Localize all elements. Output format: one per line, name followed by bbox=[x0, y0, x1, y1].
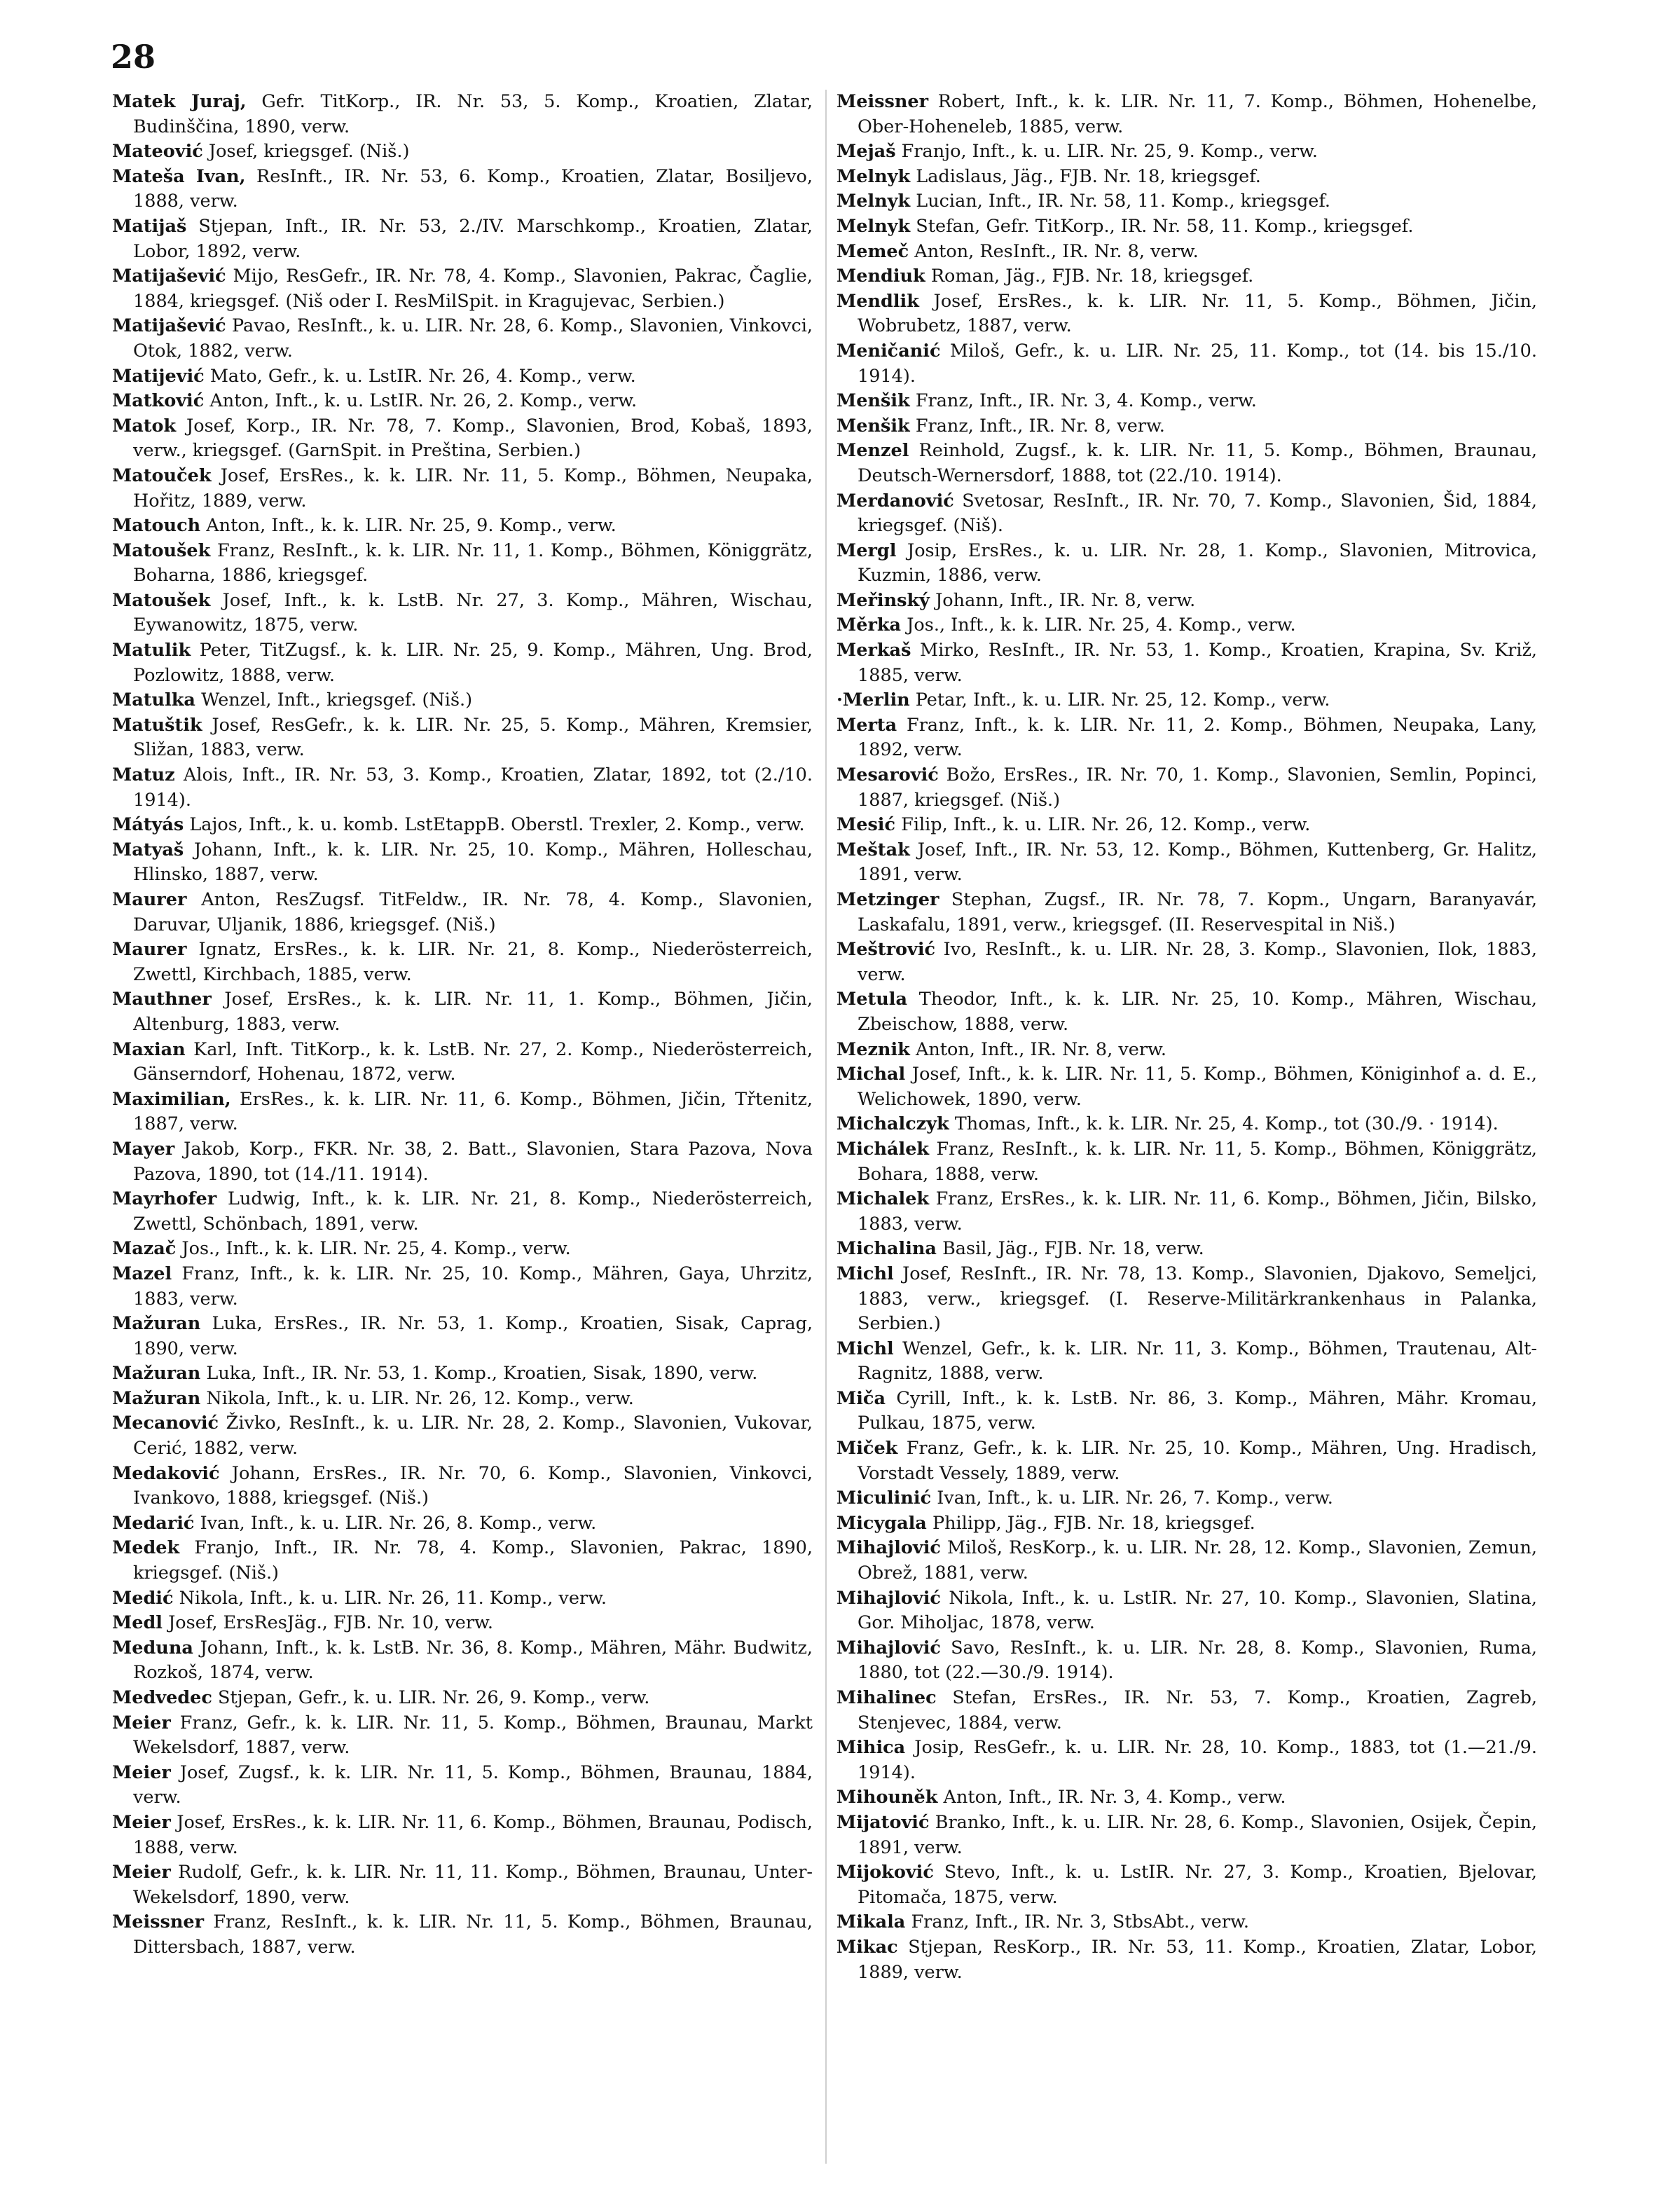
list-item bbox=[836, 638, 1537, 688]
entry-text: Petar, Inft., k. u. LIR. Nr. 25, 12. Komp., verw. bbox=[915, 689, 1330, 711]
entry-name: Meissner bbox=[836, 91, 929, 112]
list-item bbox=[836, 1736, 1537, 1785]
entry-text: Miloš, Gefr., k. u. LIR. Nr. 25, 11. Komp., tot (14. bis 15./10. 1914). bbox=[858, 340, 1537, 387]
entry-name: Matouček bbox=[112, 465, 212, 486]
list-item bbox=[836, 1436, 1537, 1486]
entry-text: Stephan, Zugsf., IR. Nr. 78, 7. Kopm., Ungarn, Baranyavár, Laskafalu, 1891, verw., kriegsgef. (II. Reservespital in Niš.) bbox=[858, 889, 1537, 935]
entry-text: Franz, ErsRes., k. k. LIR. Nr. 11, 6. Komp., Böhmen, Jičin, Bilsko, 1883, verw. bbox=[858, 1188, 1537, 1235]
entry-text: Josef, ErsRes., k. k. LIR. Nr. 11, 1. Komp., Böhmen, Jičin, Altenburg, 1883, verw. bbox=[133, 989, 813, 1035]
entry-name: Meničanić bbox=[836, 340, 941, 362]
entry-name: Mihouněk bbox=[836, 1787, 938, 1808]
list-item bbox=[836, 613, 1537, 638]
entry-text: ErsRes., k. k. LIR. Nr. 11, 6. Komp., Böhmen, Jičin, Třtenitz, 1887, verw. bbox=[133, 1088, 813, 1135]
list-item bbox=[112, 937, 813, 987]
entry-text: Josef, ErsResJäg., FJB. Nr. 10, verw. bbox=[168, 1612, 493, 1634]
list-item bbox=[836, 1237, 1537, 1262]
entry-text: Reinhold, Zugsf., k. k. LIR. Nr. 11, 5. Komp., Böhmen, Braunau, Deutsch-Wernersdorf, 1888, tot (22./10. 1914). bbox=[858, 440, 1537, 486]
entry-name: Matouch bbox=[112, 515, 201, 537]
list-item bbox=[836, 1586, 1537, 1636]
entry-text: Josef, Inft., k. k. LIR. Nr. 11, 5. Komp., Böhmen, Königinhof a. d. E., Welichowek, 1890, verw. bbox=[858, 1064, 1537, 1110]
entry-name: Memeč bbox=[836, 240, 909, 262]
entry-text: Franjo, Inft., k. u. LIR. Nr. 25, 9. Komp., verw. bbox=[901, 141, 1318, 163]
entry-name: Michl bbox=[836, 1263, 894, 1284]
entry-name: Matijević bbox=[112, 365, 205, 387]
entry-text: Lucian, Inft., IR. Nr. 58, 11. Komp., kriegsgef. bbox=[916, 191, 1331, 212]
entry-text: Stevo, Inft., k. u. LstIR. Nr. 27, 3. Komp., Kroatien, Bjelovar, Pitomača, 1875, verw. bbox=[858, 1862, 1538, 1908]
entry-text: Nikola, Inft., k. u. LIR. Nr. 26, 12. Komp., verw. bbox=[206, 1387, 634, 1409]
entry-name: Medić bbox=[112, 1587, 174, 1609]
entry-text: Pavao, ResInft., k. u. LIR. Nr. 28, 6. Komp., Slavonien, Vinkovci, Otok, 1882, verw. bbox=[133, 315, 813, 362]
entry-text: Josef, Zugsf., k. k. LIR. Nr. 11, 5. Komp., Böhmen, Braunau, 1884, verw. bbox=[133, 1761, 813, 1808]
entry-name: Matulik bbox=[112, 640, 191, 661]
list-item bbox=[112, 1910, 813, 1960]
list-item bbox=[112, 1361, 813, 1387]
list-item bbox=[112, 1761, 813, 1811]
entry-text: Franz, ResInft., k. k. LIR. Nr. 11, 5. Komp., Böhmen, Braunau, Dittersbach, 1887, verw. bbox=[133, 1911, 813, 1958]
entry-name: Mayer bbox=[112, 1138, 175, 1160]
entry-text: Anton, Inft., IR. Nr. 8, verw. bbox=[915, 1038, 1166, 1060]
entry-text: Alois, Inft., IR. Nr. 53, 3. Komp., Kroatien, Zlatar, 1892, tot (2./10. 1914). bbox=[133, 764, 813, 811]
list-item bbox=[836, 1935, 1537, 1985]
entry-name: Mátyás bbox=[112, 814, 184, 836]
entry-text: Josef, ResGefr., k. k. LIR. Nr. 25, 5. Komp., Mähren, Kremsier, Sližan, 1883, verw. bbox=[133, 714, 813, 761]
entry-text: Stefan, Gefr. TitKorp., IR. Nr. 58, 11. Komp., kriegsgef. bbox=[916, 215, 1414, 237]
entry-name: Mihajlović bbox=[836, 1637, 941, 1658]
list-item bbox=[836, 139, 1537, 165]
list-item bbox=[112, 589, 813, 638]
entry-name: Mayrhofer bbox=[112, 1188, 217, 1210]
list-item bbox=[112, 214, 813, 264]
entry-name: Medl bbox=[112, 1612, 163, 1634]
entry-name: Meřinský bbox=[836, 589, 930, 611]
entry-text: Lajos, Inft., k. u. komb. LstEtappB. Oberstl. Trexler, 2. Komp., verw. bbox=[189, 814, 805, 836]
entry-text: Peter, TitZugsf., k. k. LIR. Nr. 25, 9. Komp., Mähren, Ung. Brod, Pozlowitz, 1888, verw. bbox=[133, 640, 813, 686]
entry-name: Merta bbox=[836, 714, 897, 736]
entry-name: Medek bbox=[112, 1537, 180, 1559]
entry-name: Mikac bbox=[836, 1936, 898, 1958]
entry-text: Nikola, Inft., k. u. LstIR. Nr. 27, 10. Komp., Slavonien, Slatina, Gor. Miholjac, 1878, verw. bbox=[858, 1587, 1537, 1634]
entry-text: Thomas, Inft., k. k. LIR. Nr. 25, 4. Komp., tot (30./9. · 1914). bbox=[954, 1113, 1499, 1135]
entry-text: Karl, Inft. TitKorp., k. k. LstB. Nr. 27, 2. Komp., Niederösterreich, Gänserndorf, Hohenau, 1872, verw. bbox=[133, 1038, 813, 1085]
entry-name: Mergl bbox=[836, 540, 897, 561]
entry-text: Mirko, ResInft., IR. Nr. 53, 1. Komp., Kroatien, Krapina, Sv. Križ, 1885, verw. bbox=[858, 640, 1537, 686]
entry-name: Mažuran bbox=[112, 1313, 201, 1335]
entry-text: Franz, Inft., IR. Nr. 3, 4. Komp., verw. bbox=[915, 390, 1257, 412]
list-item bbox=[112, 1087, 813, 1137]
entry-text: Franz, Inft., k. k. LIR. Nr. 25, 10. Komp., Mähren, Gaya, Uhrzitz, 1883, verw. bbox=[133, 1263, 813, 1310]
list-item bbox=[112, 1636, 813, 1686]
entry-name: Metzinger bbox=[836, 889, 939, 910]
list-item bbox=[112, 414, 813, 464]
entry-text: Ladislaus, Jäg., FJB. Nr. 18, kriegsgef. bbox=[916, 165, 1261, 187]
entry-text: Josip, ErsRes., k. u. LIR. Nr. 28, 1. Komp., Slavonien, Mitrovica, Kuzmin, 1886, verw. bbox=[858, 540, 1537, 586]
entry-name: Menšik bbox=[836, 415, 910, 437]
entry-text: Johann, ErsRes., IR. Nr. 70, 6. Komp., Slavonien, Vinkovci, Ivankovo, 1888, kriegsgef. (Niš.) bbox=[133, 1462, 813, 1509]
list-item bbox=[112, 688, 813, 713]
entry-name: Matyaš bbox=[112, 839, 184, 860]
entry-text: Wenzel, Inft., kriegsgef. (Niš.) bbox=[201, 689, 473, 711]
list-item bbox=[836, 264, 1537, 289]
list-item bbox=[836, 1910, 1537, 1935]
entry-text: Ignatz, ErsRes., k. k. LIR. Nr. 21, 8. Komp., Niederösterreich, Zwettl, Kirchbach, 1885, verw. bbox=[133, 939, 813, 985]
entry-name: Mauthner bbox=[112, 989, 212, 1010]
list-item bbox=[112, 1411, 813, 1461]
list-item bbox=[112, 90, 813, 139]
list-item bbox=[836, 90, 1537, 139]
entry-text: Robert, Inft., k. k. LIR. Nr. 11, 7. Komp., Böhmen, Hohenelbe, Ober-Hoheneleb, 1885, verw. bbox=[858, 91, 1537, 137]
list-item bbox=[836, 813, 1537, 838]
entry-name: Michalina bbox=[836, 1238, 937, 1260]
list-item bbox=[836, 713, 1537, 763]
entry-name: Meštrović bbox=[836, 939, 936, 961]
list-item bbox=[112, 1462, 813, 1511]
list-item bbox=[836, 189, 1537, 214]
list-item bbox=[112, 539, 813, 589]
list-item bbox=[836, 763, 1537, 813]
left-column bbox=[112, 90, 813, 1960]
entry-text: Savo, ResInft., k. u. LIR. Nr. 28, 8. Komp., Slavonien, Ruma, 1880, tot (22.—30./9. 1914). bbox=[858, 1637, 1537, 1684]
entry-name: Medvedec bbox=[112, 1687, 212, 1708]
entry-text: Mato, Gefr., k. u. LstIR. Nr. 26, 4. Komp., verw. bbox=[209, 365, 636, 387]
entry-text: Franz, Inft., k. k. LIR. Nr. 11, 2. Komp., Böhmen, Neupaka, Lany, 1892, verw. bbox=[858, 714, 1537, 761]
entry-text: Svetosar, ResInft., IR. Nr. 70, 7. Komp., Slavonien, Šid, 1884, kriegsgef. (Niš). bbox=[858, 490, 1537, 537]
entry-text: Anton, Inft., k. u. LstIR. Nr. 26, 2. Komp., verw. bbox=[209, 390, 638, 412]
list-item bbox=[836, 589, 1537, 614]
entry-name: Mendiuk bbox=[836, 266, 925, 287]
entry-text: Johann, Inft., k. k. LstB. Nr. 36, 8. Komp., Mähren, Mähr. Budwitz, Rozkoš, 1874, verw. bbox=[133, 1637, 813, 1684]
entry-text: Johann, Inft., IR. Nr. 8, verw. bbox=[935, 589, 1196, 611]
list-item bbox=[836, 1785, 1537, 1811]
entry-text: Nikola, Inft., k. u. LIR. Nr. 26, 11. Komp., verw. bbox=[179, 1587, 607, 1609]
entry-name: Maurer bbox=[112, 889, 187, 910]
entry-name: Mazač bbox=[112, 1238, 177, 1260]
list-item bbox=[112, 838, 813, 888]
list-item bbox=[112, 987, 813, 1037]
list-item bbox=[112, 638, 813, 688]
column-divider bbox=[825, 90, 827, 2164]
list-item bbox=[836, 1636, 1537, 1686]
entry-name: Mihajlović bbox=[836, 1587, 941, 1609]
list-item bbox=[112, 514, 813, 539]
entry-text: Stjepan, ResKorp., IR. Nr. 53, 11. Komp., Kroatien, Zlatar, Lobor, 1889, verw. bbox=[858, 1936, 1537, 1983]
entry-name: Maurer bbox=[112, 939, 187, 961]
entry-text: Josef, ErsRes., k. k. LIR. Nr. 11, 6. Komp., Böhmen, Braunau, Podisch, 1888, verw. bbox=[133, 1811, 813, 1858]
list-item bbox=[112, 1711, 813, 1761]
entry-name: Miča bbox=[836, 1387, 886, 1409]
list-item bbox=[836, 489, 1537, 539]
entry-name: Mažuran bbox=[112, 1363, 201, 1385]
list-item bbox=[112, 364, 813, 390]
entry-text: Ivo, ResInft., k. u. LIR. Nr. 28, 3. Komp., Slavonien, Ilok, 1883, verw. bbox=[858, 939, 1537, 985]
entry-name: Mendlik bbox=[836, 290, 919, 312]
entry-name: Merdanović bbox=[836, 490, 954, 511]
list-item bbox=[836, 1536, 1537, 1586]
list-item bbox=[112, 1187, 813, 1237]
entry-text: Roman, Jäg., FJB. Nr. 18, kriegsgef. bbox=[930, 266, 1254, 287]
entry-text: Josef, ResInft., IR. Nr. 78, 13. Komp., Slavonien, Djakovo, Semeljci, 1883, verw., kriegsgef. (I. Reserve-Militärkrankenhaus in Palanka, Serbien.) bbox=[858, 1263, 1537, 1335]
entry-text: Johann, Inft., k. k. LIR. Nr. 25, 10. Komp., Mähren, Holleschau, Hlinsko, 1887, verw. bbox=[133, 839, 813, 886]
list-item bbox=[836, 539, 1537, 589]
entry-text: Ivan, Inft., k. u. LIR. Nr. 26, 7. Komp., verw. bbox=[937, 1488, 1333, 1509]
entry-name: Mijoković bbox=[836, 1862, 934, 1883]
entry-text: Josip, ResGefr., k. u. LIR. Nr. 28, 10. Komp., 1883, tot (1.—21./9. 1914). bbox=[858, 1737, 1537, 1783]
entry-name: Melnyk bbox=[836, 165, 911, 187]
list-item bbox=[112, 1387, 813, 1412]
entry-name: Maxian bbox=[112, 1038, 186, 1060]
list-item bbox=[112, 1860, 813, 1910]
entry-name: Matoušek bbox=[112, 540, 211, 561]
entry-text: Franz, Gefr., k. k. LIR. Nr. 11, 5. Komp., Böhmen, Braunau, Markt Wekelsdorf, 1887, verw. bbox=[133, 1712, 813, 1759]
list-item bbox=[836, 1860, 1537, 1910]
entry-name: Meduna bbox=[112, 1637, 193, 1658]
list-item bbox=[836, 339, 1537, 389]
list-item bbox=[112, 1312, 813, 1361]
list-item bbox=[112, 314, 813, 364]
entry-name: Matković bbox=[112, 390, 205, 412]
entry-name: Meier bbox=[112, 1811, 171, 1833]
entry-name: Mesić bbox=[836, 814, 896, 836]
entry-text: Živko, ResInft., k. u. LIR. Nr. 28, 2. Komp., Slavonien, Vukovar, Cerić, 1882, verw. bbox=[133, 1413, 813, 1459]
entry-name: Mikala bbox=[836, 1911, 906, 1933]
entry-name: Měrka bbox=[836, 614, 902, 636]
entry-text: Josef, ErsRes., k. k. LIR. Nr. 11, 5. Komp., Böhmen, Neupaka, Hořitz, 1889, verw. bbox=[133, 465, 813, 511]
entry-name: Meštak bbox=[836, 839, 910, 860]
entry-text: Franz, ResInft., k. k. LIR. Nr. 11, 5. Komp., Böhmen, Königgrätz, Bohara, 1888, verw. bbox=[858, 1138, 1537, 1185]
entry-name: Michalczyk bbox=[836, 1113, 949, 1135]
list-item bbox=[112, 763, 813, 813]
entry-text: Franz, ResInft., k. k. LIR. Nr. 11, 1. Komp., Böhmen, Königgrätz, Boharna, 1886, kriegsgef. bbox=[133, 540, 813, 586]
entry-name: Miculinić bbox=[836, 1488, 932, 1509]
entry-name: Meier bbox=[112, 1712, 171, 1733]
entry-text: Branko, Inft., k. u. LIR. Nr. 28, 6. Komp., Slavonien, Osijek, Čepin, 1891, verw. bbox=[858, 1811, 1538, 1858]
entry-name: Matuštik bbox=[112, 714, 202, 736]
list-item bbox=[112, 1262, 813, 1312]
entry-name: Maximilian, bbox=[112, 1088, 231, 1110]
list-item bbox=[836, 987, 1537, 1037]
list-item bbox=[836, 1486, 1537, 1511]
entry-text: Franz, Gefr., k. k. LIR. Nr. 25, 10. Komp., Mähren, Ung. Hradisch, Vorstadt Vessely, 1889, verw. bbox=[858, 1438, 1537, 1484]
entry-text: Jos., Inft., k. k. LIR. Nr. 25, 4. Komp., verw. bbox=[181, 1238, 571, 1260]
entry-text: Josef, ErsRes., k. k. LIR. Nr. 11, 5. Komp., Böhmen, Jičin, Wobrubetz, 1887, verw. bbox=[858, 290, 1537, 337]
list-item bbox=[112, 165, 813, 214]
list-item bbox=[836, 389, 1537, 414]
list-item bbox=[836, 937, 1537, 987]
list-item bbox=[112, 1237, 813, 1262]
entry-name: Michálek bbox=[836, 1138, 930, 1160]
entry-text: Josef, Inft., IR. Nr. 53, 12. Komp., Böhmen, Kuttenberg, Gr. Halitz, 1891, verw. bbox=[858, 839, 1538, 886]
entry-text: Cyrill, Inft., k. k. LstB. Nr. 86, 3. Komp., Mähren, Mähr. Kromau, Pulkau, 1875, verw. bbox=[858, 1387, 1538, 1434]
entry-text: Josef, Korp., IR. Nr. 78, 7. Komp., Slavonien, Brod, Kobaš, 1893, verw., kriegsgef. (GarnSpit. in Preština, Serbien.) bbox=[133, 415, 813, 462]
list-item bbox=[112, 713, 813, 763]
list-item bbox=[836, 838, 1537, 888]
entry-text: Josef, kriegsgef. (Niš.) bbox=[208, 141, 410, 163]
entry-text: Mijo, ResGefr., IR. Nr. 78, 4. Komp., Slavonien, Pakrac, Čaglie, 1884, kriegsgef. (Niš oder I. ResMilSpit. in Kragujevac, Serbien.) bbox=[133, 266, 813, 312]
list-item bbox=[836, 214, 1537, 240]
entry-name: Mateović bbox=[112, 141, 203, 163]
entry-name: Matulka bbox=[112, 689, 195, 711]
list-item bbox=[836, 1112, 1537, 1137]
list-item bbox=[112, 139, 813, 165]
list-item bbox=[836, 1387, 1537, 1436]
entry-text: Božo, ErsRes., IR. Nr. 70, 1. Komp., Slavonien, Semlin, Popinci, 1887, kriegsgef. (Niš.) bbox=[858, 764, 1537, 811]
entry-name: Menzel bbox=[836, 440, 909, 462]
entry-text: Luka, ErsRes., IR. Nr. 53, 1. Komp., Kroatien, Sisak, Caprag, 1890, verw. bbox=[133, 1313, 813, 1359]
list-item bbox=[112, 1511, 813, 1537]
entry-name: Melnyk bbox=[836, 215, 911, 237]
entry-name: Matek Juraj, bbox=[112, 91, 247, 112]
entry-text: Franz, Inft., IR. Nr. 3, StbsAbt., verw. bbox=[911, 1911, 1249, 1933]
list-item bbox=[836, 1062, 1537, 1112]
entry-name: Meier bbox=[112, 1862, 171, 1883]
entry-name: Matijašević bbox=[112, 266, 226, 287]
entry-text: Josef, Inft., k. k. LstB. Nr. 27, 3. Komp., Mähren, Wischau, Eywanowitz, 1875, verw. bbox=[133, 589, 813, 636]
entry-name: Mažuran bbox=[112, 1387, 201, 1409]
list-item bbox=[836, 1262, 1537, 1337]
entry-text: Ivan, Inft., k. u. LIR. Nr. 26, 8. Komp., verw. bbox=[200, 1512, 597, 1534]
entry-text: Filip, Inft., k. u. LIR. Nr. 26, 12. Komp., verw. bbox=[901, 814, 1311, 836]
entry-name: Menšik bbox=[836, 390, 910, 412]
list-item bbox=[836, 1038, 1537, 1063]
list-item bbox=[112, 1038, 813, 1087]
entry-name: Medarić bbox=[112, 1512, 195, 1534]
entry-name: Michal bbox=[836, 1064, 906, 1085]
entry-text: Rudolf, Gefr., k. k. LIR. Nr. 11, 11. Komp., Böhmen, Braunau, Unter-Wekelsdorf, 1890, verw. bbox=[133, 1862, 813, 1908]
list-item bbox=[112, 389, 813, 414]
entry-name: Meissner bbox=[112, 1911, 205, 1933]
entry-name: Michalek bbox=[836, 1188, 930, 1210]
list-item bbox=[836, 1337, 1537, 1387]
entry-text: Ludwig, Inft., k. k. LIR. Nr. 21, 8. Komp., Niederösterreich, Zwettl, Schönbach, 1891, verw. bbox=[133, 1188, 813, 1235]
list-item bbox=[112, 1137, 813, 1187]
list-item bbox=[836, 688, 1537, 713]
entry-text: Philipp, Jäg., FJB. Nr. 18, kriegsgef. bbox=[932, 1512, 1255, 1534]
entry-name: Mihalinec bbox=[836, 1687, 937, 1708]
entry-name: Matijašević bbox=[112, 315, 226, 337]
entry-name: Meier bbox=[112, 1761, 171, 1783]
entry-name: Mihica bbox=[836, 1737, 906, 1759]
entry-text: Stjepan, Gefr., k. u. LIR. Nr. 26, 9. Komp., verw. bbox=[218, 1687, 650, 1708]
entry-name: ·Merlin bbox=[836, 689, 910, 711]
entry-name: Melnyk bbox=[836, 191, 911, 212]
entry-name: Mejaš bbox=[836, 141, 896, 163]
list-item bbox=[112, 1586, 813, 1612]
entry-text: Gefr. TitKorp., IR. Nr. 53, 5. Komp., Kroatien, Zlatar, Budinščina, 1890, verw. bbox=[133, 91, 813, 137]
entry-text: Jos., Inft., k. k. LIR. Nr. 25, 4. Komp., verw. bbox=[907, 614, 1296, 636]
right-column bbox=[836, 90, 1537, 1985]
entry-text: Franz, Inft., IR. Nr. 8, verw. bbox=[915, 415, 1165, 437]
entry-text: Anton, Inft., IR. Nr. 3, 4. Komp., verw. bbox=[943, 1787, 1286, 1808]
list-item bbox=[112, 1811, 813, 1860]
entry-name: Mateša Ivan, bbox=[112, 165, 246, 187]
entry-name: Matoušek bbox=[112, 589, 211, 611]
entry-text: Anton, Inft., k. k. LIR. Nr. 25, 9. Komp., verw. bbox=[206, 515, 617, 537]
entry-name: Medaković bbox=[112, 1462, 220, 1484]
entry-text: Miloš, ResKorp., k. u. LIR. Nr. 28, 12. Komp., Slavonien, Zemun, Obrež, 1881, verw. bbox=[858, 1537, 1537, 1584]
entry-text: Anton, ResZugsf. TitFeldw., IR. Nr. 78, 4. Komp., Slavonien, Daruvar, Uljanik, 1886, kriegsgef. (Niš.) bbox=[133, 889, 813, 935]
list-item bbox=[112, 264, 813, 314]
list-item bbox=[112, 464, 813, 514]
list-item bbox=[112, 1611, 813, 1636]
entry-text: Stjepan, Inft., IR. Nr. 53, 2./IV. Marschkomp., Kroatien, Zlatar, Lobor, 1892, verw. bbox=[133, 215, 813, 262]
entry-name: Mijatović bbox=[836, 1811, 930, 1833]
list-item bbox=[836, 1686, 1537, 1736]
entry-name: Mazel bbox=[112, 1263, 172, 1284]
entry-name: Matuz bbox=[112, 764, 175, 786]
entry-name: Mecanović bbox=[112, 1413, 219, 1434]
list-item bbox=[836, 289, 1537, 339]
entry-name: Mesarović bbox=[836, 764, 939, 786]
entry-text: Franjo, Inft., IR. Nr. 78, 4. Komp., Slavonien, Pakrac, 1890, kriegsgef. (Niš.) bbox=[133, 1537, 813, 1584]
entry-text: Jakob, Korp., FKR. Nr. 38, 2. Batt., Slavonien, Stara Pazova, Nova Pazova, 1890, tot (14./11. 1914). bbox=[133, 1138, 813, 1185]
entry-text: Stefan, ErsRes., IR. Nr. 53, 7. Komp., Kroatien, Zagreb, Stenjevec, 1884, verw. bbox=[858, 1687, 1538, 1733]
entry-name: Matijaš bbox=[112, 215, 187, 237]
entry-text: Theodor, Inft., k. k. LIR. Nr. 25, 10. Komp., Mähren, Wischau, Zbeischow, 1888, verw. bbox=[858, 989, 1537, 1035]
entry-name: Meznik bbox=[836, 1038, 910, 1060]
entry-text: Luka, Inft., IR. Nr. 53, 1. Komp., Kroatien, Sisak, 1890, verw. bbox=[206, 1363, 758, 1385]
list-item bbox=[836, 1137, 1537, 1187]
list-item bbox=[112, 888, 813, 937]
entry-name: Merkaš bbox=[836, 640, 911, 661]
list-item bbox=[836, 1511, 1537, 1537]
entry-name: Metula bbox=[836, 989, 907, 1010]
entry-text: Anton, ResInft., IR. Nr. 8, verw. bbox=[914, 240, 1199, 262]
list-item bbox=[112, 1686, 813, 1711]
page-number: 28 bbox=[111, 38, 156, 76]
list-item bbox=[836, 414, 1537, 439]
entry-name: Michl bbox=[836, 1338, 894, 1359]
list-item bbox=[836, 888, 1537, 937]
list-item bbox=[836, 165, 1537, 190]
list-item bbox=[836, 240, 1537, 265]
list-item bbox=[836, 1187, 1537, 1237]
list-item bbox=[112, 813, 813, 838]
entry-name: Matok bbox=[112, 415, 177, 437]
list-item bbox=[112, 1536, 813, 1586]
list-item bbox=[836, 439, 1537, 488]
list-item bbox=[836, 1811, 1537, 1860]
entry-text: Wenzel, Gefr., k. k. LIR. Nr. 11, 3. Komp., Böhmen, Trautenau, Alt-Ragnitz, 1888, verw. bbox=[858, 1338, 1537, 1385]
entry-text: Basil, Jäg., FJB. Nr. 18, verw. bbox=[942, 1238, 1204, 1260]
entry-name: Micygala bbox=[836, 1512, 927, 1534]
entry-name: Miček bbox=[836, 1438, 898, 1459]
entry-text: ResInft., IR. Nr. 53, 6. Komp., Kroatien, Zlatar, Bosiljevo, 1888, verw. bbox=[133, 165, 813, 212]
entry-name: Mihajlović bbox=[836, 1537, 941, 1559]
